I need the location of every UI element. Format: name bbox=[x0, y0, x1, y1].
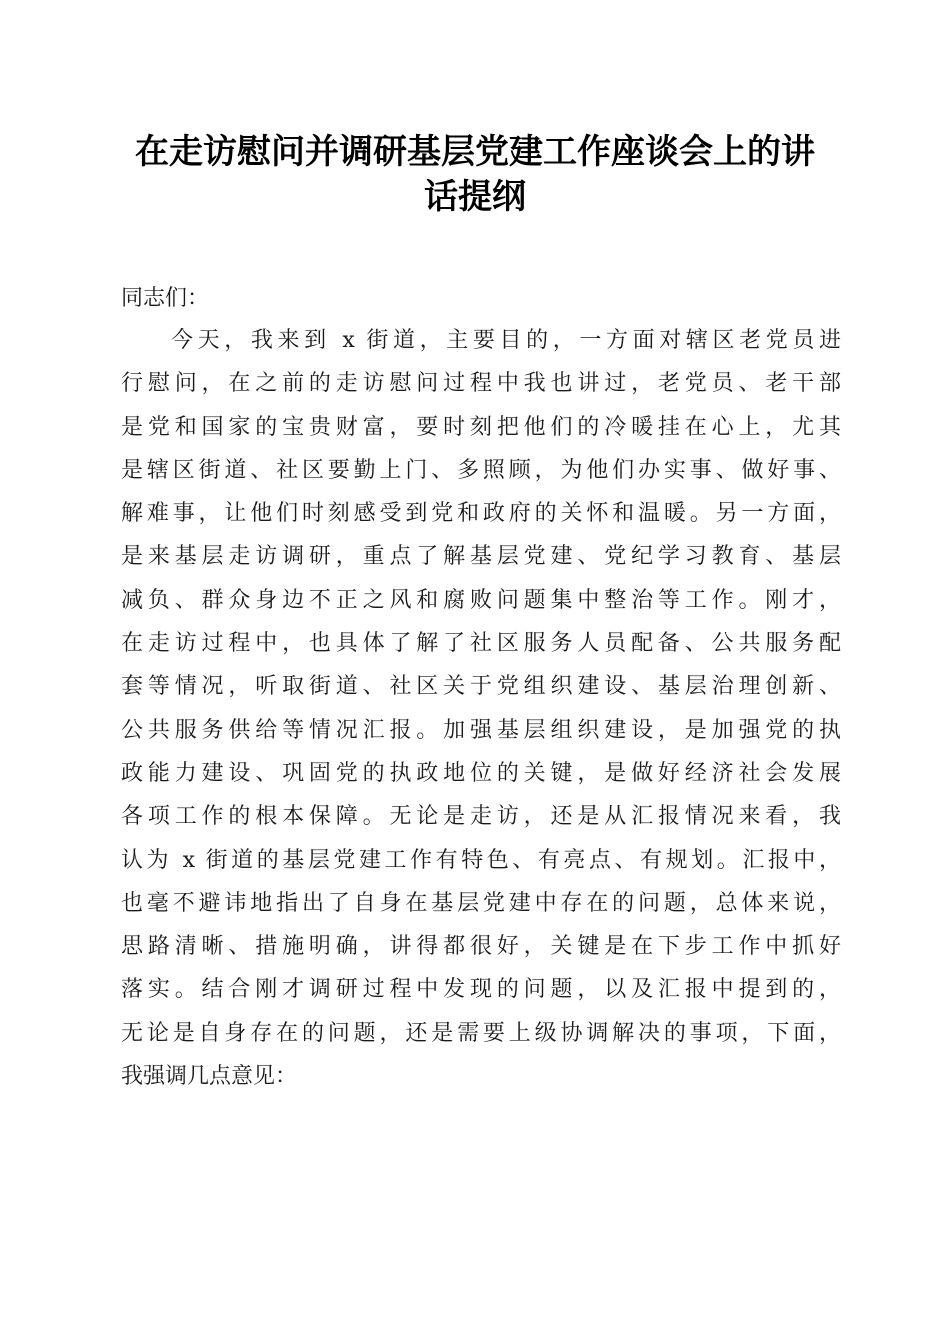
body-line: 公共服务供给等情况汇报。加强基层组织建设，是加强党的执 bbox=[121, 717, 841, 743]
body-paragraph bbox=[121, 324, 841, 1103]
body-line: 行慰问，在之前的走访慰问过程中我也讲过，老党员、老干部 bbox=[121, 371, 841, 397]
body-line: 解难事，让他们时刻感受到党和政府的关怀和温暖。另一方面， bbox=[121, 501, 841, 527]
body-line: 落实。结合刚才调研过程中发现的问题，以及汇报中提到的， bbox=[121, 977, 841, 1003]
body-line: 思路清晰、措施明确，讲得都很好，关键是在下步工作中抓好 bbox=[121, 934, 841, 960]
body-line: 是辖区街道、社区要勤上门、多照顾，为他们办实事、做好事、 bbox=[121, 457, 841, 483]
body-line: 认为 x 街道的基层党建工作有特色、有亮点、有规划。汇报中， bbox=[121, 847, 841, 873]
body-line: 各项工作的根本保障。无论是走访，还是从汇报情况来看，我 bbox=[121, 804, 841, 830]
salutation: 同志们： bbox=[121, 286, 210, 311]
body-line: 我强调几点意见： bbox=[121, 1064, 298, 1090]
title-line-1: 在走访慰问并调研基层党建工作座谈会上的讲 bbox=[135, 132, 815, 172]
body-line: 政能力建设、巩固党的执政地位的关键，是做好经济社会发展 bbox=[121, 760, 841, 786]
title-line-2: 话提纲 bbox=[424, 177, 526, 217]
body-line: 也毫不避讳地指出了自身在基层党建中存在的问题，总体来说， bbox=[121, 890, 841, 916]
body-line: 无论是自身存在的问题，还是需要上级协调解决的事项，下面， bbox=[121, 1020, 841, 1046]
body-line: 在走访过程中，也具体了解了社区服务人员配备、公共服务配 bbox=[121, 631, 841, 657]
document-title bbox=[110, 130, 840, 220]
body-line: 是党和国家的宝贵财富，要时刻把他们的冷暖挂在心上，尤其 bbox=[121, 414, 841, 440]
body-line: 减负、群众身边不正之风和腐败问题集中整治等工作。刚才， bbox=[121, 587, 841, 613]
body-line: 今天，我来到 x 街道，主要目的，一方面对辖区老党员进 bbox=[171, 328, 841, 353]
body-line: 套等情况，听取街道、社区关于党组织建设、基层治理创新、 bbox=[121, 674, 841, 700]
body-line: 是来基层走访调研，重点了解基层党建、党纪学习教育、基层 bbox=[121, 544, 841, 570]
